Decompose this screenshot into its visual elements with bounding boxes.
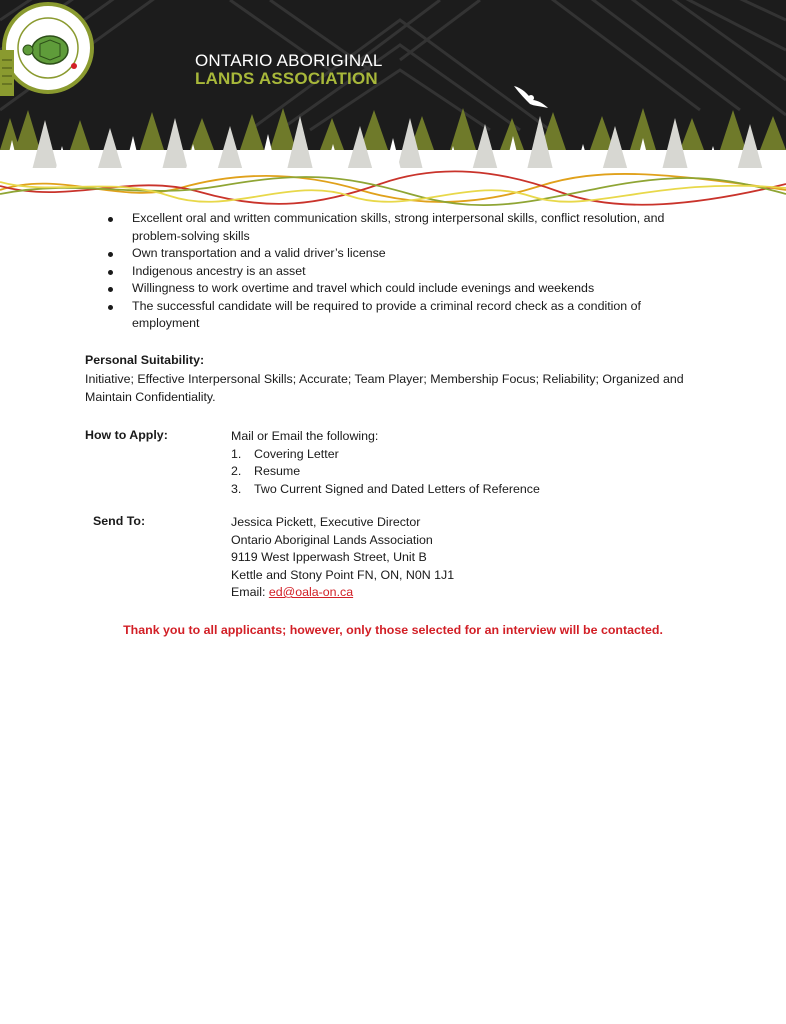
org-name-line2: LANDS ASSOCIATION [195,68,378,88]
apply-item: 3. Two Current Signed and Dated Letters of Reference [231,481,540,496]
bullet-icon [108,270,113,275]
list-item: Own transportation and a valid driver’s license [108,245,708,263]
header-banner [0,0,786,212]
org-name-line1: ONTARIO ABORIGINAL [195,51,383,70]
oala-logo [0,0,96,96]
send-to-address [231,514,454,602]
requirements-list [108,210,708,333]
list-item: Willingness to work overtime and travel which could include evenings and weekends [108,280,708,298]
contact-name: Jessica Pickett, Executive Director [231,515,421,529]
forest-banner-graphic [0,0,786,212]
apply-item: 2. Resume [231,464,301,478]
contact-email-line: Email: ed@oala-on.ca [231,585,354,599]
closing-notice: Thank you to all applicants; however, only those selected for an interview will be contacted. [123,623,663,637]
list-item: The successful candidate will be required to provide a criminal record check as a condition of employment [108,298,708,333]
suitability-heading: Personal Suitability: [85,353,205,367]
list-item: Excellent oral and written communication skills, strong interpersonal skills, conflict resolution, and problem-solving skills [108,210,708,245]
contact-organization: Ontario Aboriginal Lands Association [231,532,433,547]
contact-city: Kettle and Stony Point FN, ON, N0N 1J1 [231,567,455,582]
how-to-apply-label: How to Apply: [85,428,168,442]
apply-instructions [231,428,540,498]
send-to-label: Send To: [93,514,146,528]
bullet-icon [108,287,113,292]
apply-item: 1. Covering Letter [231,446,339,461]
suitability-text: Initiative; Effective Interpersonal Skills; Accurate; Team Player; Membership Focus; Reliability; Organized and Maintain Confidentiality. [85,372,684,404]
email-link[interactable]: ed@oala-on.ca [268,585,354,599]
contact-street: 9119 West Ipperwash Street, Unit B [231,550,427,564]
apply-intro: Mail or Email the following: [231,429,379,443]
organization-name [195,52,383,88]
bullet-icon [108,305,113,310]
list-item: Indigenous ancestry is an asset [108,263,708,281]
bullet-icon [108,252,113,257]
bullet-icon [108,217,113,222]
